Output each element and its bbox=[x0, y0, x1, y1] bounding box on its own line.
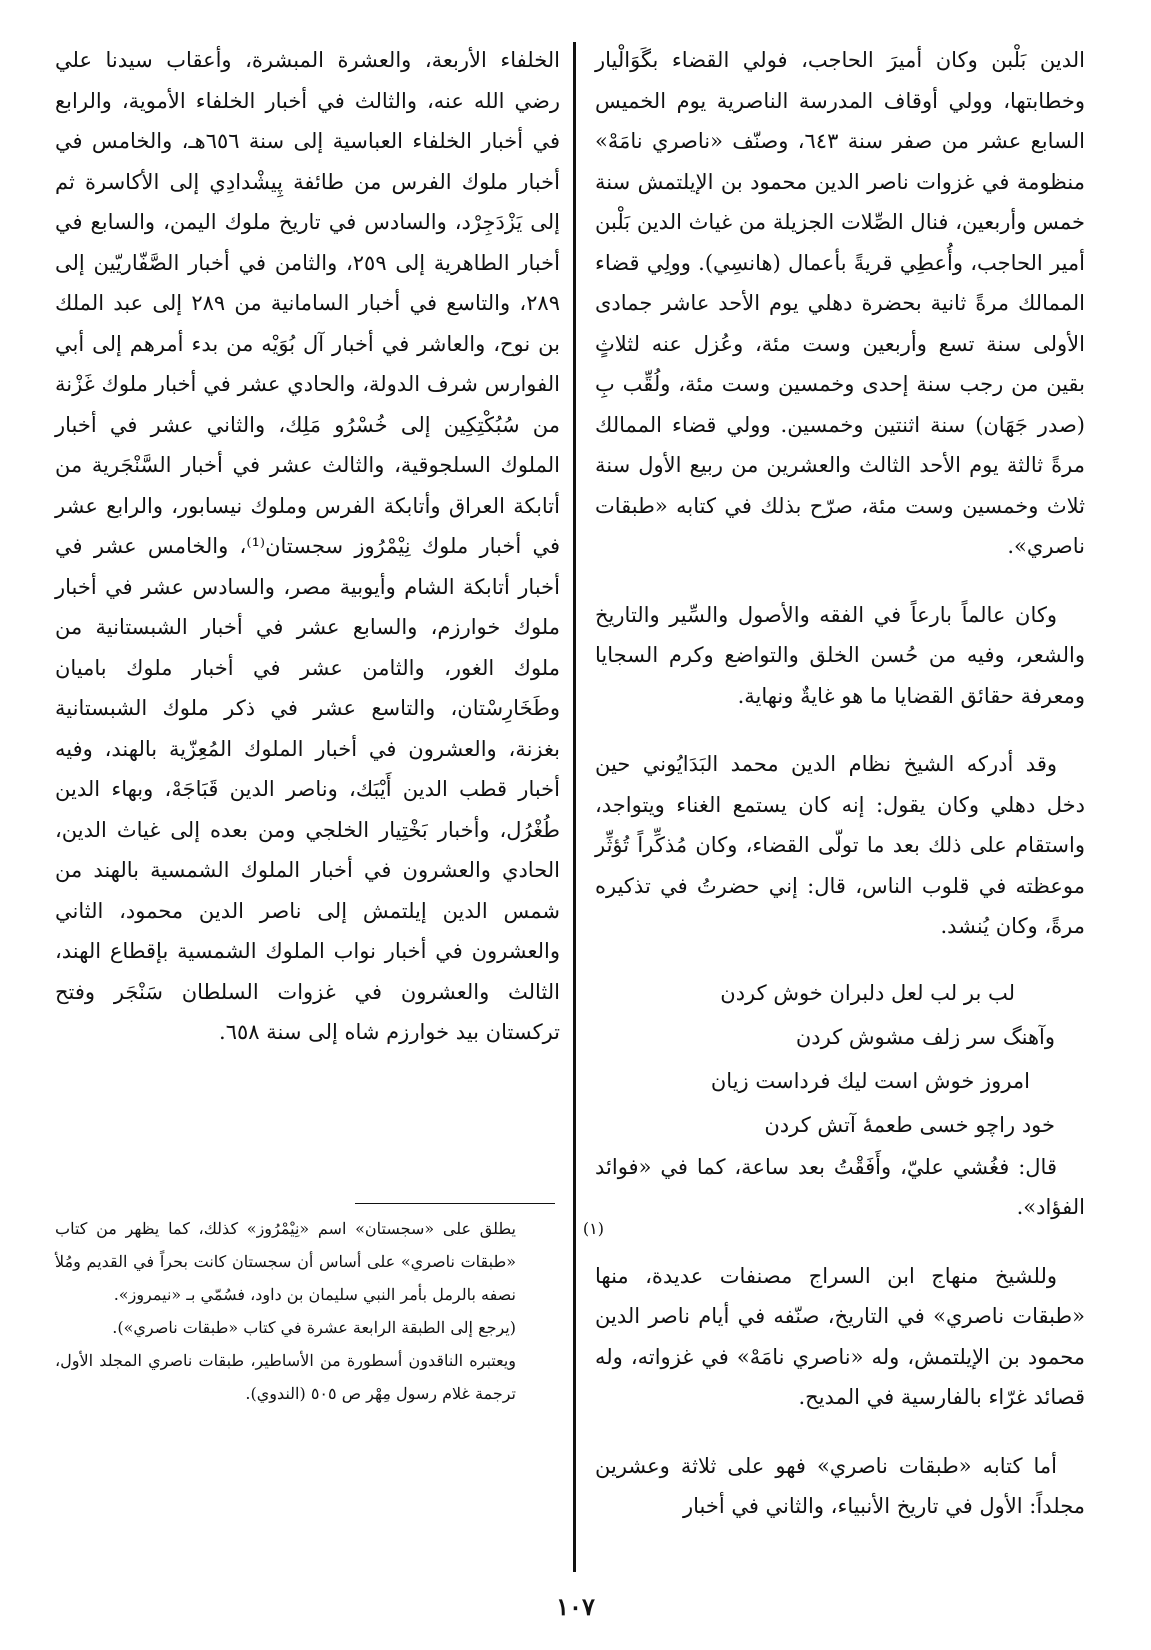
verse-line: خود راچو خسى طعمهٔ آتش كردن bbox=[764, 1112, 1055, 1137]
footnotes bbox=[55, 1212, 604, 1410]
verse-line: وآهنگ سر زلف مشوش كردن bbox=[795, 1024, 1055, 1049]
footnote-text: ويعتبره الناقدون أسطورة من الأساطير، طبقات ناصري المجلد الأول، ترجمة غلام رسول مِهْر ص ٥٠٥ (الندوي). bbox=[55, 1351, 516, 1403]
paragraph: وللشيخ منهاج ابن السراج مصنفات عديدة، منها «طبقات ناصري» في التاريخ، صنّفه في أيام ناصر الدين محمود بن الإيلتمش، وله «ناصري نامَهْ» في غزواته، وله قصائد غرّاء بالفارسية في المديح. bbox=[595, 1263, 1085, 1409]
paragraph: قال: فغُشي عليّ، وأَفَقْتُ بعد ساعة، كما في «فوائد الفؤاد». bbox=[595, 1154, 1085, 1219]
verse-line: امروز خوش است ليك فرداست زيان bbox=[710, 1068, 1030, 1093]
verse-line: لب بر لب لعل دلبران خوش كردن bbox=[720, 980, 1015, 1005]
paragraph: أما كتابه «طبقات ناصري» فهو على ثلاثة وعشرين مجلداً: الأول في تاريخ الأنبياء، والثاني في أخبار bbox=[595, 1453, 1085, 1518]
paragraph: الخلفاء الأربعة، والعشرة المبشرة، وأعقاب سيدنا علي رضي الله عنه، والثالث في أخبار الخلفاء الأموية، والرابع في أخبار الخلفاء العباسية إلى سنة ٦٥٦هـ، والخامس في أخبار ملوك الفرس من طائفة پِيشْدادِي إلى الأكاسرة ثم إلى يَزْدَجِرْد، والسادس في تاريخ ملوك اليمن، والسابع في أخبار الطاهرية إلى ٢٥٩، والثامن في أخبار الصَّفّاريّين إلى ٢٨٩، والتاسع في أخبار السامانية من ٢٨٩ إلى عبد الملك بن نوح، والعاشر في أخبار آل بُوَيْه من بدء أمرهم إلى أبي الفوارس شرف الدولة، والحادي عشر في أخبار ملوك غَزْنة من سُبُكْتِكِين إلى خُسْرُو مَلِك، والثاني عشر في أخبار الملوك السلجوقية، والثالث عشر في أخبار السَّنْجَرية من أتابكة العراق وأتابكة الفرس وملوك نيسابور، والرابع عشر في أخبار ملوك نِيْمْرُوز سجستان⁽¹⁾، والخامس عشر في أخبار أتابكة الشام وأيوبية مصر، والسادس عشر في أخبار ملوك خوارزم، والسابع عشر في أخبار الشبستانية من ملوك الغور، والثامن عشر في أخبار ملوك باميان وطَخَارِسْتان، والتاسع عشر في ذكر ملوك الشبستانية بغزنة، والعشرون في أخبار الملوك المُعِزّية بالهند، وفيه أخبار قطب الدين أَيْبَك، وناصر الدين قَبَاجَهْ، وبهاء الدين طُغْرُل، وأخبار بَخْتِيار الخلجي ومن بعده إلى غياث الدين، الحادي والعشرون في أخبار الملوك الشمسية بالهند من شمس الدين إيلتمش إلى ناصر الدين محمود، الثاني والعشرون في أخبار نواب الملوك الشمسية بإقطاع الهند، الثالث والعشرون في غزوات السلطان سَنْجَر وفتح تركستان بيد خوارزم شاه إلى سنة ٦٥٨. bbox=[55, 48, 560, 1044]
page-number: ١٠٧ bbox=[556, 1592, 595, 1621]
footnote-marker: (١) bbox=[582, 1219, 604, 1238]
paragraph: وقد أدركه الشيخ نظام الدين محمد البَدَايُوني حين دخل دهلي وكان يقول: إنه كان يستمع الغناء ويتواجد، واستقام على ذلك بعد ما تولّى القضاء، وكان مُذكِّراً تُؤثِّر موعظته في قلوب الناس، قال: إني حضرتُ في تذكيره مرةً، وكان يُنشد. bbox=[595, 752, 1085, 938]
footnote bbox=[55, 1212, 604, 1311]
paragraph: وكان عالماً بارعاً في الفقه والأصول والسِّير والتاريخ والشعر، وفيه من حُسن الخلق والتواضع وكرم السجايا ومعرفة حقائق القضايا ما هو غايةٌ ونهاية. bbox=[595, 602, 1085, 708]
left-column bbox=[55, 40, 560, 1053]
persian-verse bbox=[595, 971, 1085, 1147]
column-divider bbox=[573, 42, 576, 1572]
footnote-text: يطلق على «سجستان» اسم «نِيْمْرُوز» كذلك، كما يظهر من كتاب «طبقات ناصري» على أساس أن سجستان كانت بحراً في القديم ومُلأ نصفه بالرمل بأمر النبي سليمان بن داود، فسُمّي بـ «نيمروز». bbox=[55, 1219, 516, 1304]
paragraph: الدين بَلْبن وكان أميرَ الحاجب، فولي القضاء بگَوَالْيار وخطابتها، وولي أوقاف المدرسة الناصرية يوم الخميس السابع عشر من صفر سنة ٦٤٣، وصنّف «ناصري نامَهْ» منظومة في غزوات ناصر الدين محمود بن الإيلتمش سنة خمس وأربعين، فنال الصِّلات الجزيلة من غياث الدين بَلْبن أمير الحاجب، وأُعطِي قريةً بأعمال (هانسِي). وولِي قضاء الممالك مرةً ثانية بحضرة دهلي يوم الأحد عاشر جمادى الأولى سنة تسع وأربعين وست مئة، وعُزل عنه لثلاثٍ بقين من رجب سنة إحدى وخمسين وست مئة، ولُقِّب بِ (صدر جَهَان) سنة اثنتين وخمسين. وولي قضاء الممالك مرةً ثالثة يوم الأحد الثالث والعشرين من ربيع الأول سنة ثلاث وخمسين وست مئة، صرّح بذلك في كتابه «طبقات ناصري». bbox=[595, 48, 1085, 558]
footnote-text: (يرجع إلى الطبقة الرابعة عشرة في كتاب «طبقات ناصري»). bbox=[112, 1318, 516, 1337]
right-column bbox=[595, 40, 1085, 1527]
footnote-rule bbox=[355, 1203, 555, 1204]
